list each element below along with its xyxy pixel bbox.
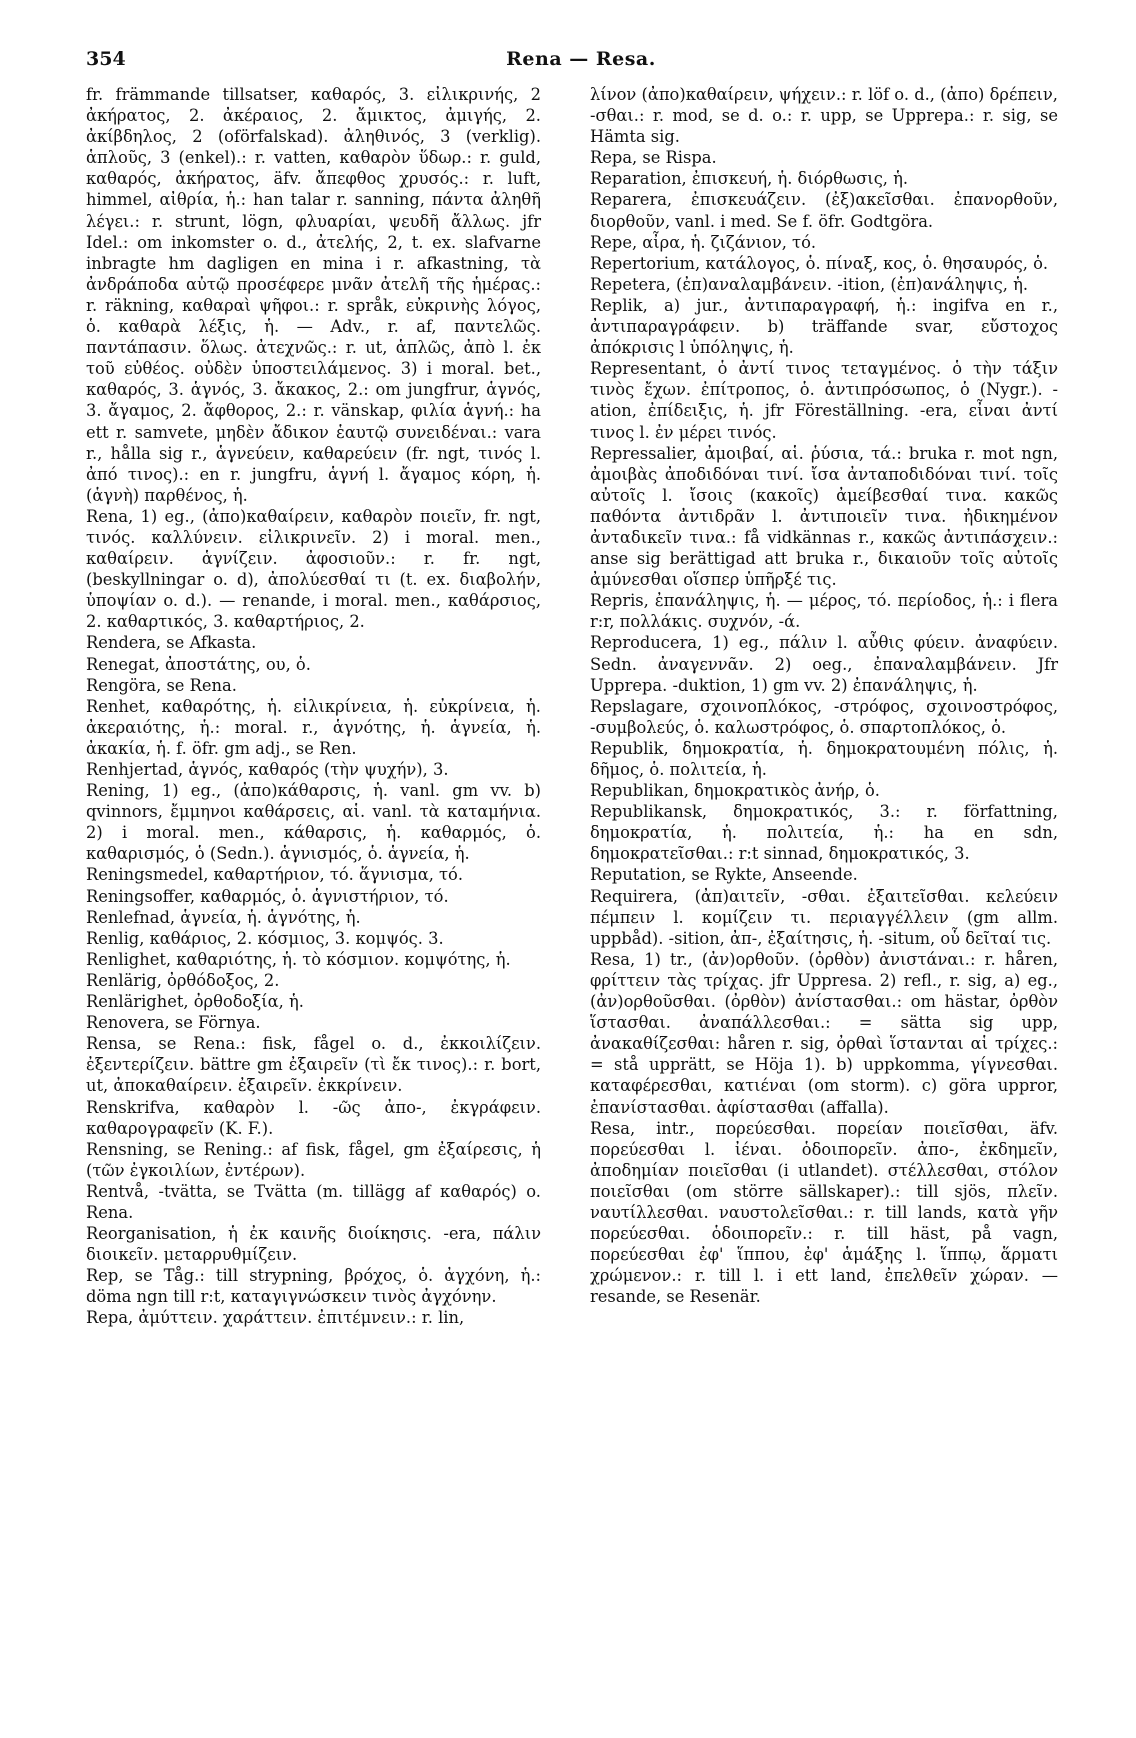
dictionary-entry: Reproducera, 1) eg., πάλιν l. αὖθις φύειν. ἀναφύειν. Sedn. ἀναγεννᾶν. 2) oeg., ἐπαναλαμβάνειν. Jfr Upprepa. -duktion, 1) gm vv. 2) ἐπανάληψις, ἡ. [590,633,1058,695]
dictionary-entry: Repa, se Rispa. [590,148,717,168]
dictionary-entry: fr. främmande tillsatser, καθαρός, 3. εἰλικρινής, 2 ἀκήρατος, 2. ἀκέραιος, 2. ἄμικτος, ἀμιγής, 2. ἀκίβδηλος, 2 (oförfalskad). ἀληθινός, 3 (verklig). ἁπλοῦς, 3 (enkel).: r. vatten, καθαρὸν ὕδωρ.: r. guld, καθαρός, ἀκήρατος, äfv. ἄπεφθος χρυσός.: r. luft, himmel, αἰθρία, ἡ.: han talar r. sanning, πάντα ἀληθῆ λέγει.: r. strunt, lögn, φλυαρίαι, ψευδῆ ἄλλως. jfr Idel.: om inkomster o. d., ἀτελής, 2, t. ex. slafvarne inbragte hm dagligen en mina i r. afkastning, τὰ ἀνδράποδα αὐτῷ προσέφερε μνᾶν ἀτελῆ τῆς ἡμέρας.: r. räkning, καθαραὶ ψῆφοι.: r. språk, εὐκρινὴς λόγος, ὁ. καθαρὰ λέξις, ἡ. — Adv., r. af, παντελῶς. παντάπασιν. ὅλως. ἀτεχνῶς.: r. ut, ἁπλῶς, ἀπὸ l. ἐκ τοῦ εὐθέος. οὐδὲν ὑποστειλάμενος. 3) i moral. bet., καθαρός, 3. ἁγνός, 3. ἄκακος, 2.: om jungfrur, ἁγνός, 3. ἄγαμος, 2. ἄφθορος, 2.: r. vänskap, φιλία ἁγνή.: ha ett r. samvete, μηδὲν ἄδικον ἑαυτῷ συνειδέναι.: vara r., hålla sig r., ἁγνεύειν, καθαρεύειν (fr. ngt, τινός l. ἀπό τινος).: en r. jungfru, ἁγνή l. ἄγαμος κόρη, ἡ. (ἁγνὴ) παρθένος, ἡ. [86,85,541,505]
dictionary-entry: Renovera, se Förnya. [86,1013,261,1033]
dictionary-entry: Rentvå, -tvätta, se Tvätta (m. tillägg af καθαρός) o. Rena. [86,1181,541,1222]
dictionary-entry: Repslagare, σχοινοπλόκος, -στρόφος, σχοινοστρόφος, -συμβολεύς, ὁ. καλωστρόφος, ὁ. σπαρτοπλόκος, ὁ. [590,696,1058,737]
dictionary-entry: Renlärig, ὀρθόδοξος, 2. [86,970,280,990]
dictionary-entry: Republikansk, δημοκρατικός, 3.: r. författning, δημοκρατία, ἡ. πολιτεία, ἡ.: ha en sdn, δημοκρατεῖσθαι.: r:t sinnad, δημοκρατικός, 3. [590,802,1058,864]
dictionary-entry: Repetera, (ἐπ)αναλαμβάνειν. -ition, (ἐπ)ανάληψις, ἡ. [590,274,1029,294]
dictionary-entry: Rensa, se Rena.: fisk, fågel o. d., ἐκκοιλίζειν. ἐξεντερίζειν. bättre gm ἐξαιρεῖν (τὶ ἔκ τινος).: r. bort, ut, ἀποκαθαίρειν. ἐξαιρεῖν. ἐκκρίνειν. [86,1034,541,1096]
dictionary-entry: Renegat, ἀποστάτης, ου, ὁ. [86,654,311,674]
page-number: 354 [86,48,126,70]
dictionary-entry: Representant, ὁ ἀντί τινος τεταγμένος. ὁ τὴν τάξιν τινὸς ἔχων. ἐπίτροπος, ὁ. ἀντιπρόσωπος, ὁ (Nygr.). -ation, ἐπίδειξις, ἡ. jfr Föreställning. -era, εἶναι ἀντί τινος l. ἐν μέρει τινός. [590,359,1058,442]
dictionary-entry: Rendera, se Afkasta. [86,633,257,653]
dictionary-entry: Repe, αἶρα, ἡ. ζιζάνιον, τό. [590,232,817,252]
page-header [86,48,1076,78]
dictionary-entry: Renlig, καθάριος, 2. κόσμιος, 3. κομψός. 3. [86,928,444,948]
dictionary-entry: Renlefnad, ἁγνεία, ἡ. ἁγνότης, ἡ. [86,907,361,927]
dictionary-entry: λίνον (ἀπο)καθαίρειν, ψήχειν.: r. löf o. d., (ἀπο) δρέπειν, -σθαι.: r. mod, se d. o.: r. upp, se Upprepa.: r. sig, se Hämta sig. [590,85,1058,147]
dictionary-entry: Repertorium, κατάλογος, ὁ. πίναξ, κος, ὁ. θησαυρός, ὁ. [590,253,1049,273]
left-column [86,84,541,1329]
dictionary-entry: Reningsoffer, καθαρμός, ὁ. ἁγνιστήριον, τό. [86,886,449,906]
running-head: Rena — Resa. [506,48,656,70]
dictionary-entry: Renhjertad, ἁγνός, καθαρός (τὴν ψυχήν), 3. [86,760,449,779]
dictionary-entry: Reparation, ἐπισκευή, ἡ. διόρθωσις, ἡ. [590,169,909,189]
dictionary-entry: Rensning, se Rening.: af fisk, fågel, gm ἐξαίρεσις, ἡ (τῶν ἐγκοιλίων, ἐντέρων). [86,1139,541,1180]
dictionary-entry: Resa, 1) tr., (ἀν)ορθοῦν. (ὀρθὸν) ἀνιστάναι.: r. håren, φρίττειν τὰς τρίχας. jfr Uppresa. 2) refl., r. sig, a) eg., (ἀν)ορθοῦσθαι. (ὀρθὸν) ἀνίστασθαι.: om hästar, ὀρθὸν ἵστασθαι. ἀναπάλλεσθαι.: = sätta sig upp, ἀνακαθίζεσθαι: håren r. sig, ὀρθαὶ ἵστανται αἱ τρίχες.: = stå upprätt, se Höja 1). b) uppkomma, γίγνεσθαι. καταφέρεσθαι, κατιέναι (om storm). c) göra uppror, ἐπανίστασθαι. ἀφίστασθαι (affalla). [590,949,1058,1117]
dictionary-entry: Replik, a) jur., ἀντιπαραγραφή, ἡ.: ingifva en r., ἀντιπαραγράφειν. b) träffande svar, εὔστοχος ἀπόκρισις l ὑπόληψις, ἡ. [590,295,1058,358]
dictionary-entry: Rening, 1) eg., (ἀπο)κάθαρσις, ἡ. vanl. gm vv. b) qvinnors, ἔμμηνοι καθάρσεις, αἱ. vanl. τὰ καταμήνια. 2) i moral. men., κάθαρσις, ἡ. καθαρμός, ὁ. καθαρισμός, ὁ (Sedn.). ἁγνισμός, ὁ. ἁγνεία, ἡ. [86,781,541,864]
dictionary-entry: Renskrifva, καθαρὸν l. -ῶς ἀπο-, ἐκγράφειν. καθαρογραφεῖν (K. F.). [86,1097,541,1138]
dictionary-entry: Repris, ἐπανάληψις, ἡ. — μέρος, τό. περίοδος, ἡ.: i flera r:r, πολλάκις. συχνόν, -ά. [590,591,1058,632]
dictionary-entry: Reparera, ἐπισκευάζειν. (ἐξ)ακεῖσθαι. ἐπανορθοῦν, διορθοῦν, vanl. i med. Se f. öfr. Godtgöra. [590,190,1058,231]
dictionary-entry: Repressalier, ἀμοιβαί, αἱ. ῥύσια, τά.: bruka r. mot ngn, ἀμοιβὰς ἀποδιδόναι τινί. ἴσα ἀνταποδιδόναι τινί. τοῖς αὐτοῖς l. ἴσοις (κακοῖς) ἀμείβεσθαί τινα. κακῶς παθόντα ἀντιδρᾶν l. ἀντιποιεῖν τινα. ἠδικημένον ἀνταδικεῖν τινα.: få vidkännas r., κακῶς ἀντιπάσχειν.: anse sig berättigad att bruka r., δικαιοῦν τοῖς αὐτοῖς ἀμύνεσθαι οἵσπερ ὑπῆρξέ τις. [590,443,1058,590]
dictionary-entry: Reorganisation, ἡ ἐκ καινῆς διοίκησις. -era, πάλιν διοικεῖν. μεταρρυθμίζειν. [86,1224,541,1265]
dictionary-entry: Rep, se Tåg.: till strypning, βρόχος, ὁ. ἀγχόνη, ἡ.: döma ngn till r:t, καταγιγνώσκειν τινὸς ἀγχόνην. [86,1266,541,1307]
dictionary-entry: Rengöra, se Rena. [86,675,237,695]
dictionary-entry: Republikan, δημοκρατικὸς ἀνήρ, ὁ. [590,781,880,801]
dictionary-entry: Reputation, se Rykte, Anseende. [590,865,858,885]
dictionary-entry: Repa, ἀμύττειν. χαράττειν. ἐπιτέμνειν.: r. lin, [86,1308,465,1328]
dictionary-entry: Renlighet, καθαριότης, ἡ. τὸ κόσμιον. κομψότης, ἡ. [86,949,511,969]
dictionary-entry: Renhet, καθαρότης, ἡ. εἰλικρίνεια, ἡ. εὐκρίνεια, ἡ. ἀκεραιότης, ἡ.: moral. r., ἁγνότης, ἡ. ἁγνεία, ἡ. ἀκακία, ἡ. f. öfr. gm adj., se Ren. [86,696,541,758]
dictionary-entry: Renlärighet, ὀρθοδοξία, ἡ. [86,992,304,1012]
dictionary-entry: Reningsmedel, καθαρτήριον, τό. ἅγνισμα, τό. [86,865,464,885]
dictionary-entry: Resa, intr., πορεύεσθαι. πορείαν ποιεῖσθαι, äfv. πορεύεσθαι l. ἰέναι. ὁδοιπορεῖν. ἀπο-, ἐκδημεῖν, ἀποδημίαν ποιεῖσθαι (i utlandet). στέλλεσθαι, στόλον ποιεῖσθαι (om större sällskaper).: till sjös, πλεῖν. ναυτίλλεσθαι. ναυστολεῖσθαι.: r. till lands, κατὰ γῆν πορεύεσθαι. ὁδοιπορεῖν.: r. till häst, på vagn, πορεύεσθαι ἐφ' ἵππου, ἐφ' ἁμάξης l. ἵππῳ, ἅρματι χρώμενον.: r. till l. i ett land, ἐπελθεῖν χώραν. — resande, se Resenär. [590,1118,1058,1307]
dictionary-entry: Republik, δημοκρατία, ἡ. δημοκρατουμένη πόλις, ἡ. δῆμος, ὁ. πολιτεία, ἡ. [590,738,1058,779]
dictionary-entry: Rena, 1) eg., (ἀπο)καθαίρειν, καθαρὸν ποιεῖν, fr. ngt, τινός. καλλύνειν. εἰλικρινεῖν. 2) i moral. men., καθαίρειν. ἁγνίζειν. ἀφοσιοῦν.: r. fr. ngt, (beskyllningar o. d), ἀπολύεσθαί τι (t. ex. διαβολήν, ὑποψίαν o. d.). — renande, i moral. men., καθάρσιος, 2. καθαρτικός, 3. καθαρτήριος, 2. [86,506,541,632]
right-column [590,84,1058,1307]
dictionary-entry: Requirera, (ἀπ)αιτεῖν, -σθαι. ἐξαιτεῖσθαι. κελεύειν πέμπειν l. κομίζειν τι. περιαγγέλλειν (gm allm. uppbåd). -sition, ἀπ-, ἐξαίτησις, ἡ. -situm, οὗ δεῖταί τις. [590,886,1058,948]
